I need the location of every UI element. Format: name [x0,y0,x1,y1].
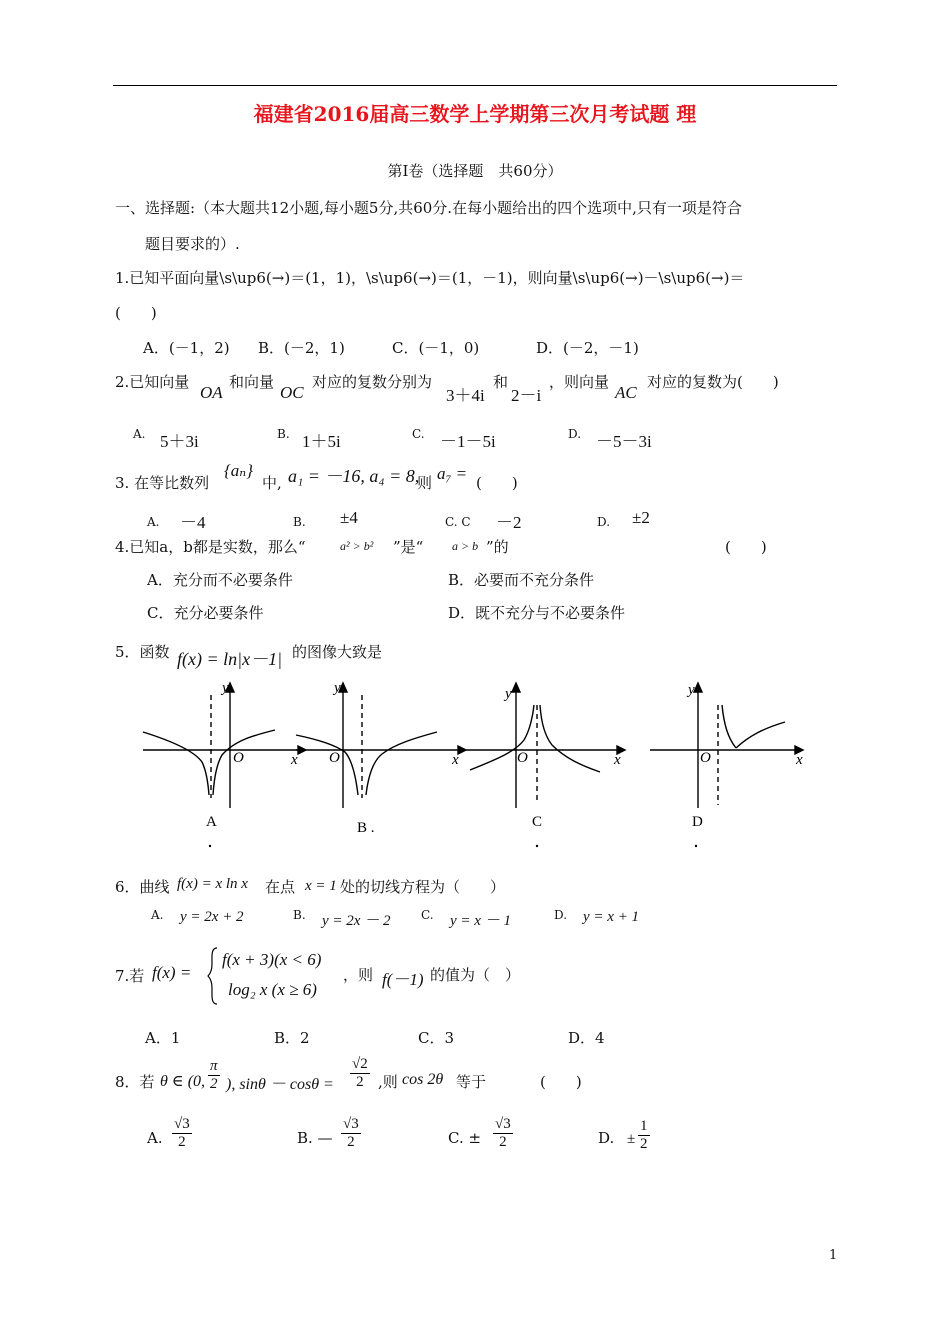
q8-option-c [493,1116,513,1150]
q2-text-2: 和向量 [229,373,275,391]
q5-graphs [0,670,950,860]
q1-paren: ( ) [115,304,157,322]
q8-root2-fraction [350,1056,370,1090]
q2-value-b: 1＋5i [302,432,341,451]
q2-value-c: －1－5i [440,432,496,451]
graph-a-y-label: y [222,680,229,696]
q2-text-6: 对应的复数为( ) [647,373,779,391]
graph-c-x-label: x [614,752,621,768]
q8-option-a-num: √3 [174,1116,190,1132]
q4-option-d: D．既不充分与不必要条件 [448,604,626,622]
q8-option-c-den: 2 [499,1133,507,1150]
instructions-line-2: 题目要求的）. [145,235,240,253]
q1-option-c: C．(－1，0) [392,339,480,357]
q2-z2: 2－i [511,386,542,405]
q6-value-d: y = x + 1 [583,909,640,925]
q3-text-3: 则 [417,474,433,492]
graph-b-label: B . [357,820,375,836]
q7-fx: f(x) = [152,963,192,982]
q8-option-b-num: √3 [343,1116,359,1132]
graph-c-label: C [532,814,543,830]
q5-function: f(x) = ln|x－1| [177,649,283,669]
graph-d-origin: O [700,750,711,766]
q1-option-d: D．(－2，－1) [536,339,639,357]
q3-value-c: －2 [496,513,522,532]
q2-vector-ac: AC [615,383,637,402]
q8-option-a-den: 2 [178,1133,186,1150]
q6-label-c: C. [421,908,434,922]
q6-point: x = 1 [305,878,337,894]
q3-value-a: －4 [180,513,206,532]
q8-option-b [341,1116,361,1150]
q2-label-a: A. [133,427,146,441]
q7-f-minus-1: f(－1) [382,970,424,989]
q6-function: f(x) = x ln x [177,876,248,892]
page-number: 1 [829,1248,838,1263]
section-heading: 第Ⅰ卷（选择题 共60分） [387,162,563,180]
q2-value-a: 5＋3i [160,432,199,451]
graph-d [650,683,803,808]
q6-label-d: D. [554,908,568,922]
q7-option-b: B．2 [274,1029,310,1047]
q3-condition: a₁ = －16, a₄ = 8, [288,466,420,486]
q8-option-a [172,1116,192,1150]
q3-paren: ( ) [476,474,518,492]
q4-text-1: 4.已知a，b都是实数，那么“ [115,538,306,556]
q4-text-3: ”的 [486,538,509,556]
q4-option-b: B．必要而不充分条件 [448,571,595,589]
q4-option-c: C．充分必要条件 [147,604,264,622]
graph-b-y-label: y [334,680,341,696]
q4-expr-2: a > b [452,539,479,553]
q3-value-d: ±2 [632,508,650,527]
q8-option-d [638,1118,650,1152]
q7-case-2: log₂ x (x ≥ 6) [228,980,317,999]
q2-vector-oc: OC [280,383,304,402]
q3-text-1: 3. 在等比数列 [115,474,210,492]
q8-root2-den: 2 [356,1073,364,1090]
q8-root2: √2 [352,1056,368,1072]
graph-c-origin: O [517,750,528,766]
q8-label-a: A. [147,1129,163,1147]
q5-text-1: 5．函数 [115,643,170,661]
q8-cos2theta: cos 2θ [402,1071,444,1088]
graph-a-x-label: x [291,752,298,768]
q8-option-d-num: 1 [640,1118,648,1134]
q3-label-d: D. [597,515,611,529]
instructions-line-1: 一、选择题:（本大题共12小题,每小题5分,共60分.在每小题给出的四个选项中,只有一项是符合 [115,199,742,217]
q6-label-a: A. [151,908,164,922]
page-title: 福建省2016届高三数学上学期第三次月考试题 理 [253,102,697,126]
header-rule [113,85,837,86]
q4-option-a: A．充分而不必要条件 [147,571,293,589]
q3-value-b: ±4 [340,508,358,527]
q7-brace [206,946,220,1006]
q2-vector-oa: OA [200,383,223,402]
q8-option-b-den: 2 [347,1133,355,1150]
graph-b-x-label: x [452,752,459,768]
q7-case-1: f(x + 3)(x < 6) [222,950,322,969]
q4-text-2: ”是“ [393,538,424,556]
q6-text-3: 处的切线方程为（ ） [340,878,506,896]
graph-b-origin: O [329,750,340,766]
q8-pi-fraction [208,1058,220,1092]
q6-value-c: y = x － 1 [450,913,511,929]
graph-c [466,683,625,808]
q2-label-d: D. [568,427,582,441]
q3-text-2: 中, [262,474,282,492]
q3-label-b: B. [293,515,306,529]
graph-a-origin: O [233,750,244,766]
q8-label-c: C. ± [448,1129,482,1147]
graph-b [296,683,466,808]
q7-option-d: D．4 [568,1029,605,1047]
q2-text-1: 2.已知向量 [115,373,190,391]
q8-pi-den: 2 [210,1075,218,1092]
q2-z1: 3＋4i [446,386,485,405]
q8-paren: ( ) [540,1073,582,1091]
q4-expr-1: a² > b² [340,539,374,553]
graph-a-label: A [206,814,217,830]
q7-option-a: A．1 [145,1029,181,1047]
q6-text-2: 在点 [265,878,296,896]
q8-label-b: B. — [297,1129,333,1147]
q5-text-2: 的图像大致是 [292,643,383,661]
q8-text-3: 等于 [456,1073,487,1091]
q2-text-5: ，则向量 [549,373,610,391]
graph-d-y-label: y [688,682,695,698]
q8-option-c-num: √3 [495,1116,511,1132]
graph-c-y-label: y [505,686,512,702]
q3-label-a: A. [147,515,160,529]
q1-stem: 1.已知平面向量\s\up6(→)＝(1，1)，\s\up6(→)＝(1，－1)，则向量\s\up6(→)－\s\up6(→)＝ [115,269,745,287]
q8-text-2: ,则 [378,1073,398,1091]
q4-paren: ( ) [725,538,767,556]
q3-sequence: {aₙ} [224,461,253,480]
q6-value-a: y = 2x + 2 [180,909,244,925]
q1-option-b: B．(－2，1) [258,339,345,357]
q8-condition-2: ), sinθ － cosθ = [226,1076,334,1093]
q7-text-3: 的值为（ ） [430,966,521,984]
q2-value-d: －5－3i [596,432,652,451]
graph-d-label: D [692,814,703,830]
q2-label-b: B. [277,427,290,441]
q2-text-4: 和 [493,373,509,391]
q6-value-b: y = 2x － 2 [322,913,391,929]
q8-text-1: 8．若 [115,1073,155,1091]
graph-a [143,683,306,808]
q8-option-d-sign: ± [627,1131,636,1147]
q2-text-3: 对应的复数分别为 [312,373,433,391]
q6-label-b: B. [293,908,306,922]
q7-text-2: ，则 [343,966,374,984]
q7-text-1: 7.若 [115,967,145,985]
q1-option-a: A．(－1，2) [143,339,230,357]
q7-option-c: C．3 [418,1029,455,1047]
q8-label-d: D. [598,1129,615,1147]
q2-label-c: C. [412,427,425,441]
q3-label-c: C. C [445,515,471,529]
q8-option-d-den: 2 [640,1135,648,1152]
graph-d-x-label: x [796,752,803,768]
q8-pi: π [210,1058,218,1074]
q6-text-1: 6．曲线 [115,878,170,896]
q8-condition: θ ∈ (0, [160,1073,206,1090]
q3-a7: a₇ = [437,464,468,483]
